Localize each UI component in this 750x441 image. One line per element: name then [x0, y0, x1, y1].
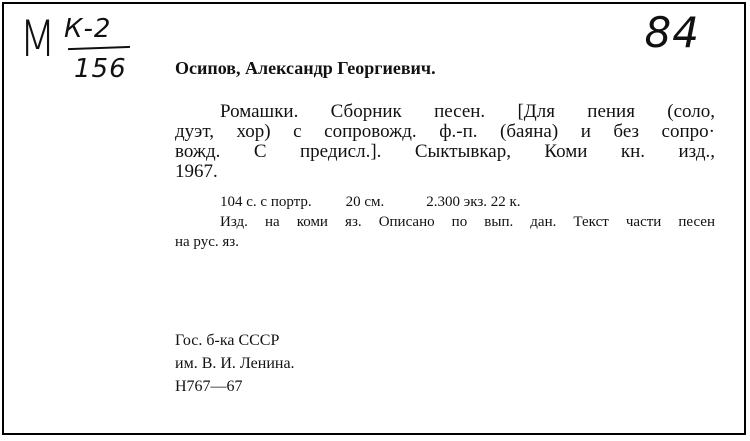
size-info: 20 см.: [345, 194, 385, 210]
holder-line-3: Н767—67: [175, 378, 243, 395]
handwritten-number: 84: [644, 8, 700, 57]
handwritten-letter: М: [19, 10, 57, 68]
shelf-mark-top: К-2: [64, 14, 112, 44]
notes-line-1: Изд. на коми яз. Описано по вып. дан. Текст части песен: [220, 214, 715, 230]
notes-line-2: на рус. яз.: [175, 234, 239, 250]
pages-info: 104 с. с портр.: [220, 194, 312, 210]
title-line-2: дуэт, хор) с сопровожд. ф.-п. (баяна) и без сопро·: [175, 121, 715, 142]
shelf-mark-bottom: 156: [74, 54, 127, 84]
copies-price-info: 2.300 экз. 22 к.: [426, 194, 521, 210]
title-line-1: Ромашки. Сборник песен. [Для пения (соло,: [220, 101, 715, 122]
title-description: [175, 102, 715, 182]
physical-description: [175, 192, 715, 252]
holder-line-1: Гос. б-ка СССР: [175, 332, 280, 349]
shelf-mark-divider: [68, 46, 130, 50]
holder-line-2: им. В. И. Ленина.: [175, 355, 295, 372]
collation-line: [175, 192, 715, 212]
catalog-card: [2, 2, 746, 435]
author-heading: Осипов, Александр Георгиевич.: [175, 58, 436, 78]
title-line-3: вожд. С предисл.]. Сыктывкар, Коми кн. изд.,: [175, 141, 715, 162]
library-holder: [175, 329, 295, 398]
title-line-4: 1967.: [175, 161, 218, 182]
